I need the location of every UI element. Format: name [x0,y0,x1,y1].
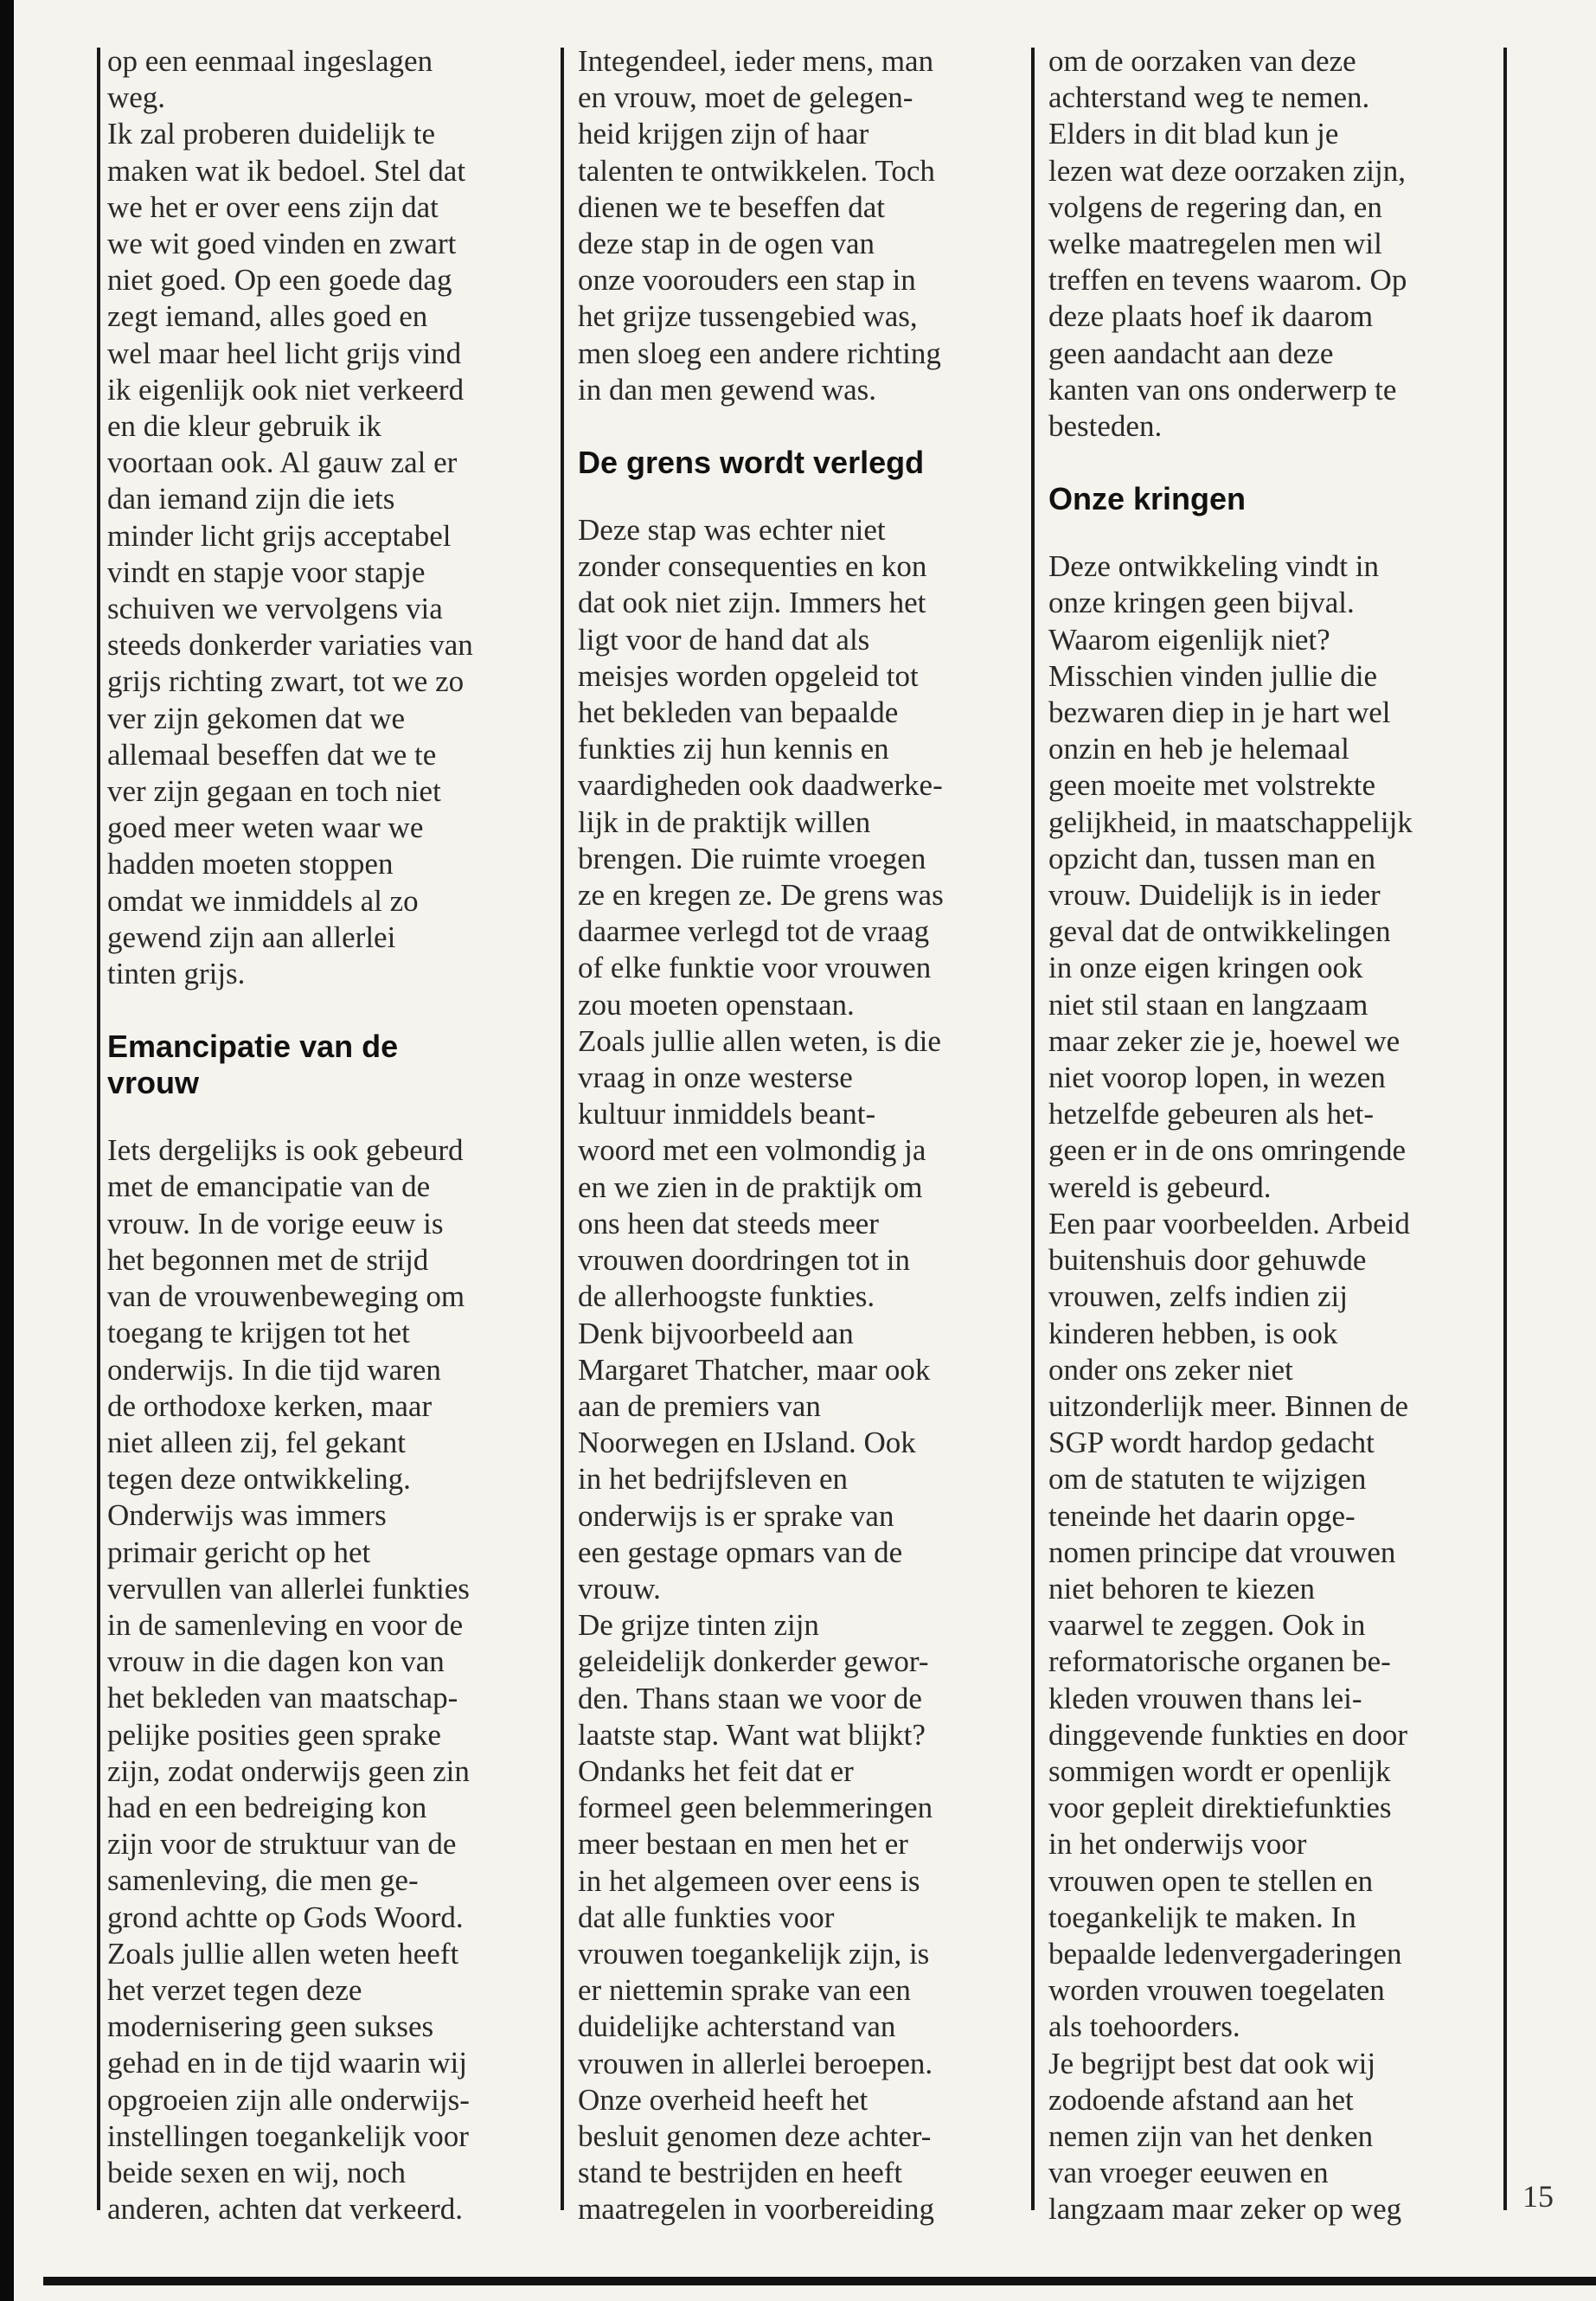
text-line: dienen we te beseffen dat [578,189,886,224]
text-line: vrouw in die dagen kon van [107,1644,445,1679]
paragraph [107,1132,540,2227]
text-line: met de emancipatie van de [107,1170,431,1204]
text-line: maken wat ik bedoel. Stel dat [107,153,466,188]
text-line: als toehoorders. [1048,2009,1240,2044]
paragraph [578,512,1019,2228]
text-line: of elke funktie voor vrouwen [578,951,932,985]
text-line: toegankelijk te maken. In [1048,1900,1356,1934]
text-line: ligt voor de hand dat als [578,622,870,657]
column-rule-1 [561,48,564,2210]
text-line: gewend zijn aan allerlei [107,920,396,954]
text-line: vrouwen in allerlei beroepen. [578,2046,933,2080]
text-line: nomen principe dat vrouwen [1048,1535,1396,1569]
text-line: woord met een volmondig ja [578,1133,926,1168]
text-line: brengen. Die ruimte vroegen [578,841,926,875]
text-line: De grijze tinten zijn [578,1608,819,1643]
text-line: treffen en tevens waarom. Op [1048,263,1407,298]
text-line: Ik zal proberen duidelijk te [107,117,436,151]
text-line: Integendeel, ieder mens, man [578,44,934,78]
text-line: weg. [107,80,166,115]
text-line: den. Thans staan we voor de [578,1681,922,1715]
text-line: vraag in onze westerse [578,1061,853,1095]
text-line: Margaret Thatcher, maar ook [578,1352,931,1387]
text-line: nemen zijn van het denken [1048,2118,1374,2153]
text-line: modernisering geen sukses [107,2009,434,2044]
text-line: goed meer weten waar we [107,811,424,845]
text-line: reformatorische organen be- [1048,1644,1391,1679]
text-line: de orthodoxe kerken, maar [107,1388,433,1423]
text-line: en vrouw, moet de gelegen- [578,80,913,115]
text-line: uitzonderlijk meer. Binnen de [1048,1388,1409,1423]
text-line: lezen wat deze oorzaken zijn, [1048,153,1406,188]
text-line: dat alle funkties voor [578,1900,835,1934]
text-line: niet alleen zij, fel gekant [107,1425,406,1459]
text-line: meer bestaan en men het er [578,1827,908,1862]
text-line: langzaam maar zeker op weg [1048,2192,1402,2227]
text-line: in het onderwijs voor [1048,1827,1307,1862]
text-line: ons heen dat steeds meer [578,1206,879,1240]
text-line: minder licht grijs acceptabel [107,518,452,553]
text-line: bepaalde ledenvergaderingen [1048,1936,1402,1971]
text-line: opgroeien zijn alle onderwijs- [107,2082,470,2117]
text-line: niet behoren te kiezen [1048,1571,1316,1606]
text-line: deze stap in de ogen van [578,227,875,261]
text-line: geen moeite met volstrekte [1048,768,1376,803]
section-heading [578,445,1019,481]
text-line: van vroeger eeuwen en [1048,2156,1329,2190]
text-line: SGP wordt hardop gedacht [1048,1426,1375,1460]
text-line: in de samenleving en voor de [107,1607,464,1642]
text-line: Noorwegen en IJsland. Ook [578,1426,916,1460]
text-line: Onderwijs was immers [107,1498,387,1533]
text-line: Zoals jullie allen weten, is die [578,1023,941,1058]
text-line: niet goed. Op een goede dag [107,263,452,298]
text-line: vrouw. In de vorige eeuw is [107,1206,444,1240]
text-line: het begonnen met de strijd [107,1242,429,1277]
text-line: daarmee verlegd tot de vraag [578,914,930,949]
text-line: in dan men gewend was. [578,372,877,407]
text-line: ze en kregen ze. De grens was [578,878,944,913]
text-line: omdat we inmiddels al zo [107,883,419,918]
text-line: ik eigenlijk ook niet verkeerd [107,372,465,407]
text-line: onderwijs. In die tijd waren [107,1352,441,1387]
text-line: bezwaren diep in je hart wel [1048,695,1391,730]
text-line: stand te bestrijden en heeft [578,2156,903,2190]
text-line: talenten te ontwikkelen. Toch [578,153,935,188]
text-line: vrouw. Duidelijk is in ieder [1048,878,1381,913]
text-line: instellingen toegankelijk voor [107,2118,469,2153]
text-line: vervullen van allerlei funkties [107,1571,470,1606]
text-line: een gestage opmars van de [578,1535,903,1569]
text-line: wel maar heel licht grijs vind [107,336,462,370]
text-line: worden vrouwen toegelaten [1048,1973,1385,2008]
text-line: zegt iemand, alles goed en [107,299,428,334]
text-line: geen aandacht aan deze [1048,336,1334,370]
text-column-3 [1048,43,1491,2228]
text-line: zou moeten openstaan. [578,987,855,1022]
text-line: grond achtte op Gods Woord. [107,1900,464,1934]
text-line: onze kringen geen bijval. [1048,586,1355,620]
text-line: besluit genomen deze achter- [578,2118,932,2153]
text-line: vrouw [107,1065,200,1101]
text-line: grijs richting zwart, tot we zo [107,664,465,699]
text-line: dan iemand zijn die iets [107,482,395,516]
text-line: men sloeg een andere richting [578,336,941,370]
text-line: onze voorouders een stap in [578,263,916,298]
paragraph [1048,548,1491,2227]
text-line: ver zijn gegaan en toch niet [107,774,441,809]
paragraph [107,43,540,992]
page-number: 15 [1522,2179,1554,2214]
text-line: kleden vrouwen thans lei- [1048,1681,1362,1715]
text-line: het bekleden van bepaalde [578,695,899,730]
column-rule-right [1503,48,1507,2210]
section-heading [107,1029,540,1101]
column-rule-left [97,48,100,2210]
text-line: in het bedrijfsleven en [578,1462,848,1497]
section-heading [1048,481,1491,517]
text-line: tegen deze ontwikkeling. [107,1462,411,1497]
text-line: Ondanks het feit dat er [578,1753,854,1788]
text-line: Iets dergelijks is ook gebeurd [107,1133,464,1168]
text-line: volgens de regering dan, en [1048,189,1382,224]
text-line: Je begrijpt best dat ook wij [1048,2046,1376,2080]
text-line: Deze stap was echter niet [578,513,886,548]
text-column-1 [107,43,540,2227]
text-line: deze plaats hoef ik daarom [1048,299,1374,334]
text-line: vindt en stapje voor stapje [107,554,426,589]
text-line: maatregelen in voorbereiding [578,2192,935,2227]
text-line: het grijze tussengebied was, [578,299,918,334]
text-line: teneinde het daarin opge- [1048,1498,1356,1533]
text-line: Elders in dit blad kun je [1048,117,1339,151]
text-line: op een eenmaal ingeslagen [107,44,433,78]
text-line: ver zijn gekomen dat we [107,701,406,735]
text-line: steeds donkerder variaties van [107,628,473,663]
paragraph [578,43,1019,408]
text-line: schuiven we vervolgens via [107,592,443,626]
text-line: vrouwen open te stellen en [1048,1863,1374,1898]
text-line: formeel geen belemmeringen [578,1791,933,1825]
text-line: allemaal beseffen dat we te [107,737,437,772]
text-line: in het algemeen over eens is [578,1863,920,1898]
text-line: beide sexen en wij, noch [107,2155,407,2189]
text-line: zodoende afstand aan het [1048,2082,1354,2117]
text-line: primair gericht op het [107,1535,371,1569]
text-line: vaarwel te zeggen. Ook in [1048,1608,1366,1643]
text-line: hadden moeten stoppen [107,847,394,881]
text-line: vrouwen doordringen tot in [578,1243,910,1278]
text-line: en die kleur gebruik ik [107,409,381,444]
text-line: Onze overheid heeft het [578,2082,869,2117]
text-line: vrouw. [578,1571,661,1606]
text-line: niet voorop lopen, in wezen [1048,1061,1386,1095]
text-line: onder ons zeker niet [1048,1352,1293,1387]
text-line: zijn voor de struktuur van de [107,1827,457,1862]
text-line: Zoals jullie allen weten heeft [107,1936,459,1971]
scan-left-edge [0,0,14,2301]
text-line: Waarom eigenlijk niet? [1048,622,1330,657]
text-line: lijk in de praktijk willen [578,804,871,839]
text-line: Een paar voorbeelden. Arbeid [1048,1206,1410,1240]
text-line: niet stil staan en langzaam [1048,987,1368,1022]
text-line: vaardigheden ook daadwerke- [578,768,943,803]
text-line: welke maatregelen men wil [1048,227,1382,261]
text-line: Emancipatie van de [107,1029,399,1065]
text-line: had en een bedreiging kon [107,1790,427,1824]
text-line: geen er in de ons omringende [1048,1133,1407,1168]
text-line: onzin en heb je helemaal [1048,732,1349,766]
text-column-2 [578,43,1019,2228]
text-line: gelijkheid, in maatschappelijk [1048,804,1413,839]
text-line: vrouwen toegankelijk zijn, is [578,1936,930,1971]
text-line: geleidelijk donkerder gewor- [578,1644,929,1679]
text-line: anderen, achten dat verkeerd. [107,2192,464,2227]
text-line: onderwijs is er sprake van [578,1498,894,1533]
text-line: achterstand weg te nemen. [1048,80,1370,115]
text-line: er niettemin sprake van een [578,1973,911,2008]
text-line: kultuur inmiddels beant- [578,1097,876,1131]
text-line: in onze eigen kringen ook [1048,951,1363,985]
text-line: laatste stap. Want wat blijkt? [578,1717,926,1752]
text-line: voortaan ook. Al gauw zal er [107,445,458,480]
text-line: aan de premiers van [578,1388,821,1423]
text-line: gehad en in de tijd waarin wij [107,2046,467,2080]
text-line: Denk bijvoorbeeld aan [578,1316,854,1350]
text-line: Deze ontwikkeling vindt in [1048,549,1380,584]
text-line: zonder consequenties en kon [578,549,927,584]
text-line: tinten grijs. [107,957,246,991]
text-line: opzicht dan, tussen man en [1048,841,1376,875]
text-line: het bekleden van maatschap- [107,1681,458,1715]
text-line: kinderen hebben, is ook [1048,1316,1338,1350]
paragraph [1048,43,1491,445]
column-rule-2 [1031,48,1035,2210]
text-line: funkties zij hun kennis en [578,732,889,766]
text-line: toegang te krijgen tot het [107,1316,410,1350]
text-line: en we zien in de praktijk om [578,1170,923,1204]
text-line: de allerhoogste funkties. [578,1279,875,1314]
text-line: van de vrouwenbeweging om [107,1279,465,1314]
text-line: heid krijgen zijn of haar [578,117,869,151]
text-line: meisjes worden opgeleid tot [578,658,919,693]
text-line: hetzelfde gebeuren als het- [1048,1097,1375,1131]
text-line: buitenshuis door gehuwde [1048,1243,1367,1278]
text-line: sommigen wordt er openlijk [1048,1753,1391,1788]
text-line: voor gepleit direktiefunkties [1048,1791,1392,1825]
text-line: De grens wordt verlegd [578,445,925,481]
text-line: kanten van ons onderwerp te [1048,372,1397,407]
text-line: samenleving, die men ge- [107,1863,419,1898]
text-line: Onze kringen [1048,481,1247,517]
text-line: we wit goed vinden en zwart [107,227,457,261]
text-line: vrouwen, zelfs indien zij [1048,1279,1349,1314]
text-line: om de statuten te wijzigen [1048,1462,1367,1497]
text-line: dinggevende funkties en door [1048,1717,1408,1752]
text-line: geval dat de ontwikkelingen [1048,914,1391,949]
text-line: pelijke posities geen sprake [107,1717,441,1752]
scan-bottom-edge [43,2277,1596,2285]
text-line: zijn, zodat onderwijs geen zin [107,1753,470,1788]
text-line: we het er over eens zijn dat [107,189,439,224]
text-line: maar zeker zie je, hoewel we [1048,1023,1401,1058]
text-line: om de oorzaken van deze [1048,44,1356,78]
text-line: duidelijke achterstand van [578,2009,896,2044]
text-line: wereld is gebeurd. [1048,1170,1272,1204]
text-line: dat ook niet zijn. Immers het [578,586,926,620]
text-line: Misschien vinden jullie die [1048,658,1378,693]
text-line: besteden. [1048,409,1163,444]
text-line: het verzet tegen deze [107,1972,362,2007]
